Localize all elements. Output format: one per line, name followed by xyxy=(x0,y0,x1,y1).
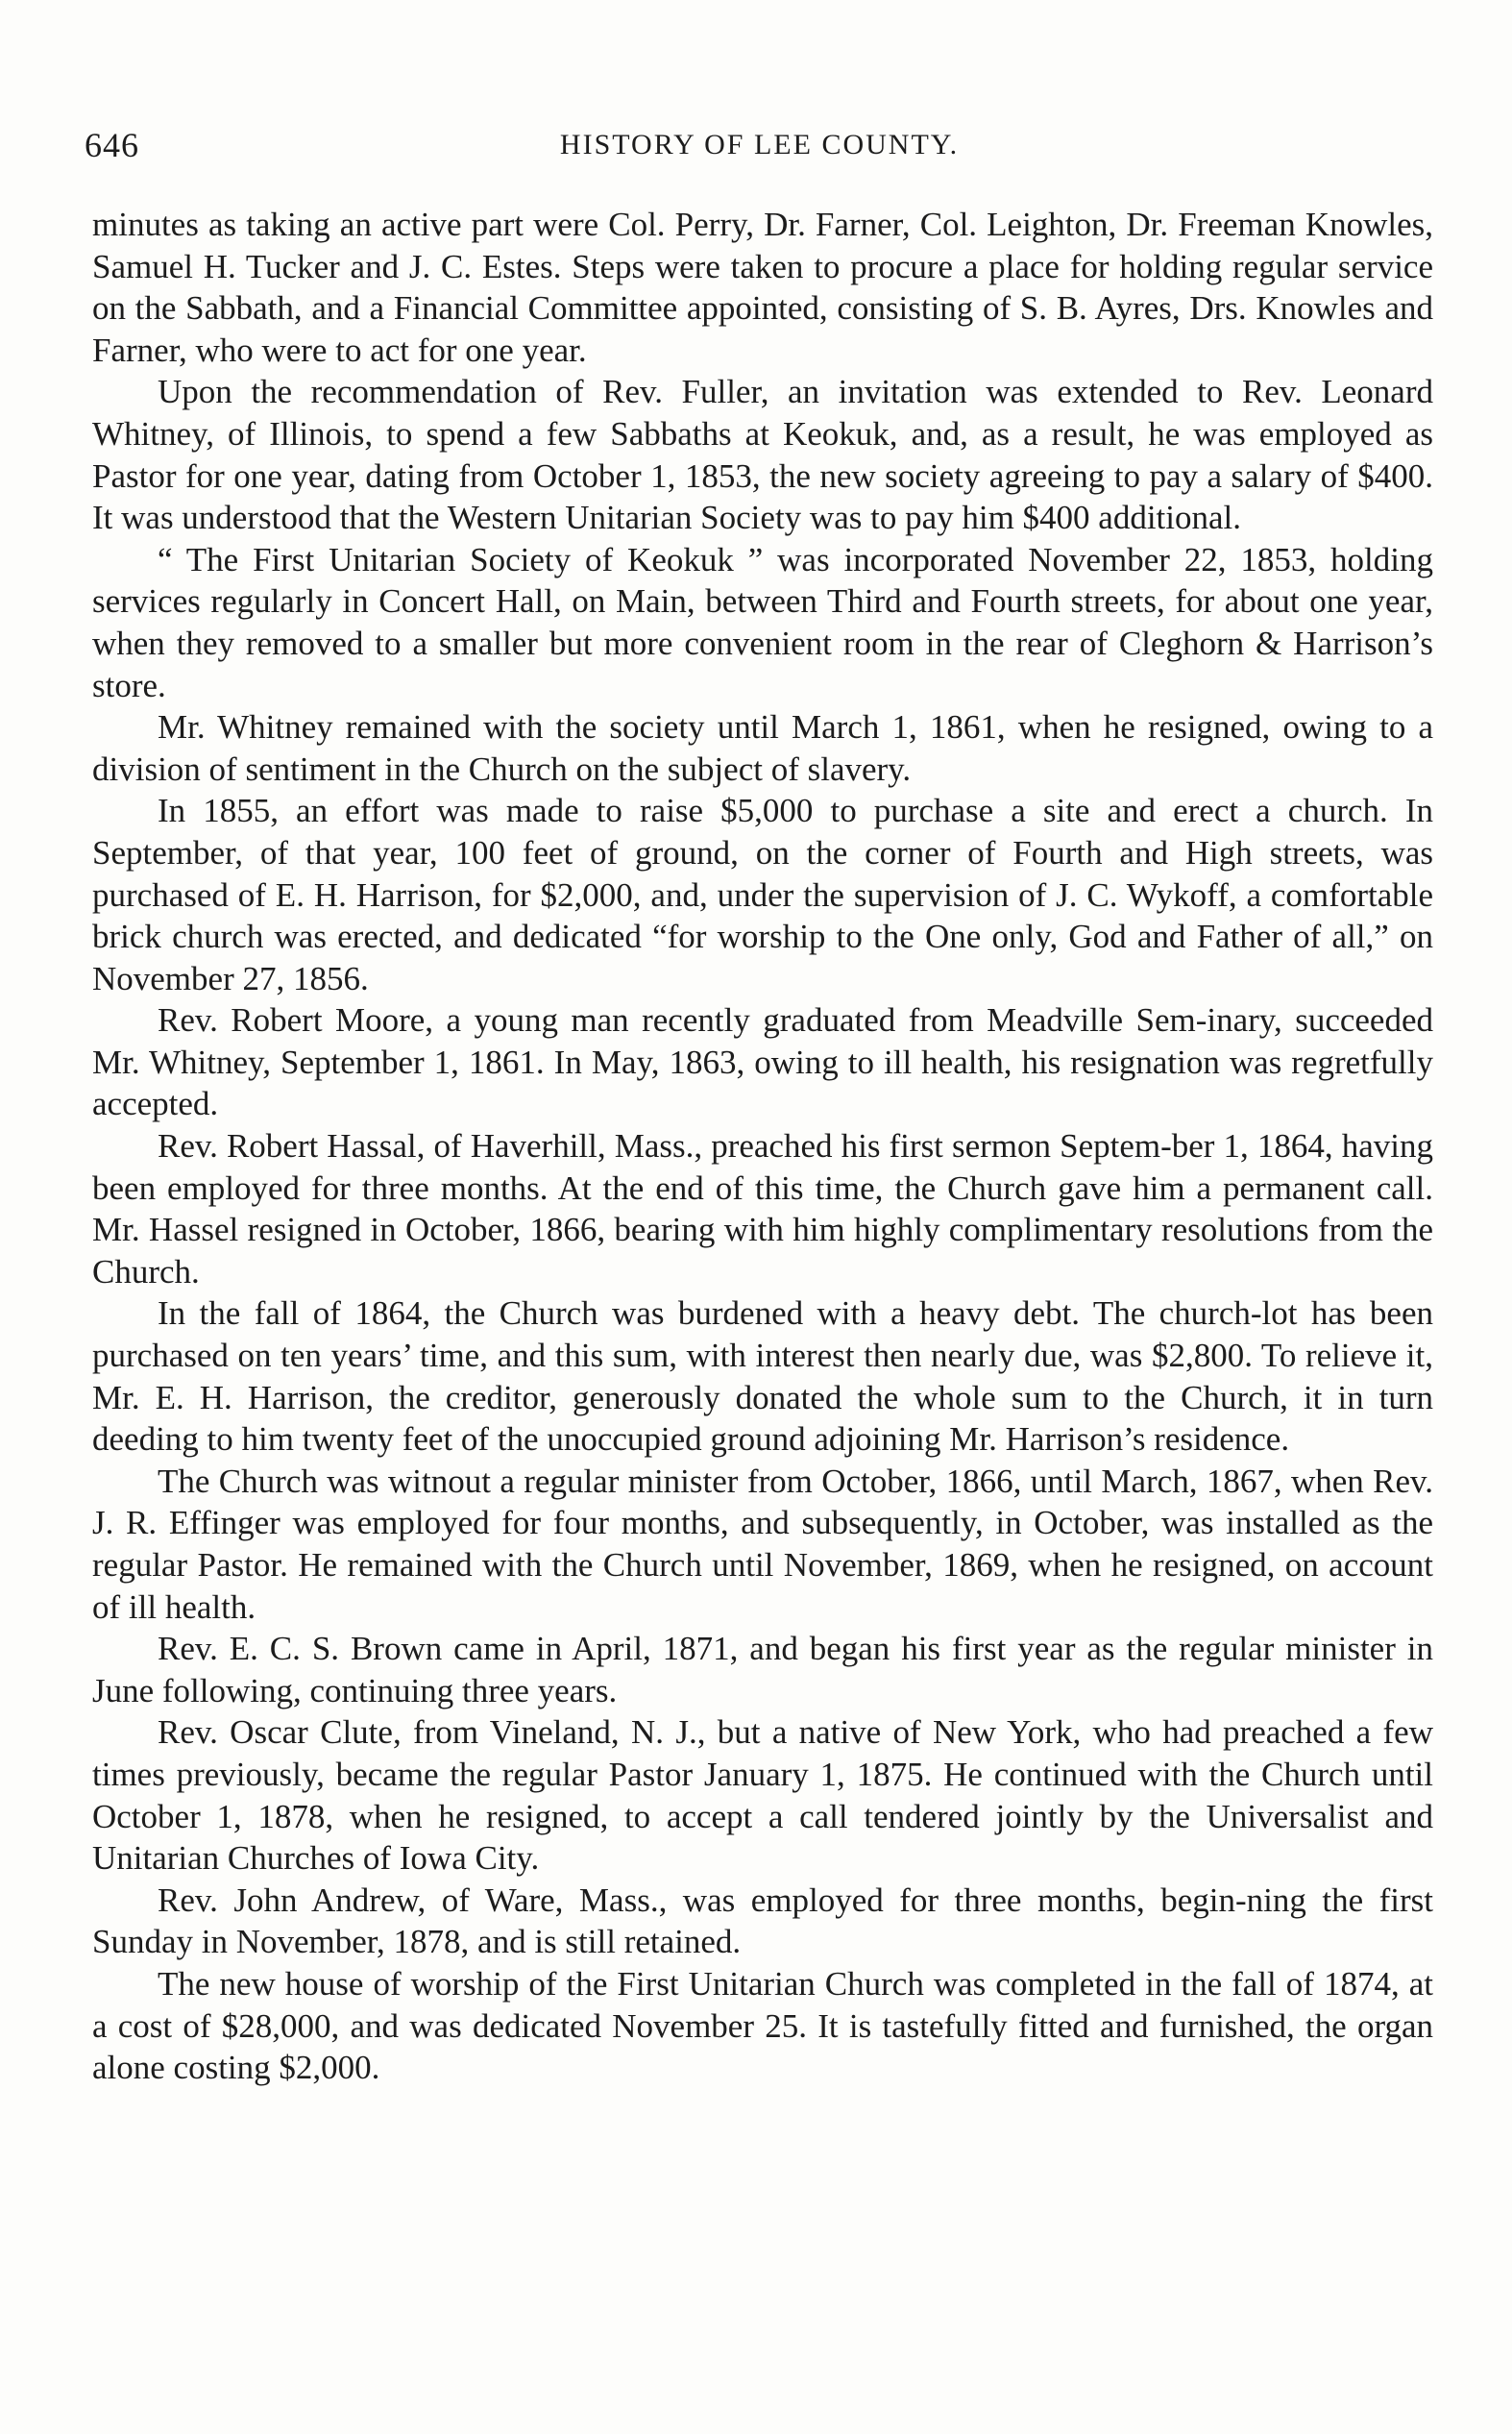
running-head xyxy=(85,125,1434,167)
paragraph-hassal: Rev. Robert Hassal, of Haverhill, Mass., preached his first sermon Septem-ber 1, 1864, having been employed for three months. At the end of this time, the Church gave him a permanent call. Mr. Hassel resigned in October, 1866, bearing with him highly complimentary resolutions from the Church. xyxy=(92,1127,1433,1291)
paragraph-andrew: Rev. John Andrew, of Ware, Mass., was employed for three months, begin-ning the first Sunday in November, 1878, and is still retained. xyxy=(92,1881,1433,1961)
paragraph-effinger: The Church was witnout a regular minister from October, 1866, until March, 1867, when Rev. J. R. Effinger was employed for four months, and subsequently, in October, was installed as the regular Pastor. He remained with the Church until November, 1869, when he resigned, on account of ill health. xyxy=(92,1462,1433,1626)
paragraph-committee: minutes as taking an active part were Col. Perry, Dr. Farner, Col. Leighton, Dr. Freeman Knowles, Samuel H. Tucker and J. C. Estes. Steps were taken to procure a place for holding regular service on the Sabbath, and a Financial Committee appointed, consisting of S. B. Ayres, Drs. Knowles and Farner, who were to act for one year. xyxy=(92,206,1433,369)
paragraph-whitney-resignation: Mr. Whitney remained with the society until March 1, 1861, when he resigned, owing to a division of sentiment in the Church on the subject of slavery. xyxy=(92,708,1433,788)
page-number: 646 xyxy=(85,126,139,164)
paragraph-clute: Rev. Oscar Clute, from Vineland, N. J., but a native of New York, who had preached a few times previously, became the regular Pastor January 1, 1875. He continued with the Church until October 1, 1878, when he resigned, to accept a call tendered jointly by the Universalist and Unitarian Churches of Iowa City. xyxy=(92,1713,1433,1878)
paragraph-brown: Rev. E. C. S. Brown came in April, 1871, and began his first year as the regular minister in June following, continuing three years. xyxy=(92,1630,1433,1709)
paragraph-incorporation: “ The First Unitarian Society of Keokuk ” was incorporated November 22, 1853, holding services regularly in Concert Hall, on Main, between Third and Fourth streets, for about one year, when they removed to a smaller but more convenient room in the rear of Cleghorn & Harrison’s store. xyxy=(92,540,1433,704)
paragraph-whitney-invitation: Upon the recommendation of Rev. Fuller, an invitation was extended to Rev. Leonard Whitney, of Illinois, to spend a few Sabbaths at Keokuk, and, as a result, he was employed as Pastor for one year, dating from October 1, 1853, the new society agreeing to pay a salary of $400. It was understood that the Western Unitarian Society was to pay him $400 additional. xyxy=(92,373,1433,537)
paragraph-moore: Rev. Robert Moore, a young man recently graduated from Meadville Sem-inary, succeeded Mr. Whitney, September 1, 1861. In May, 1863, owing to ill health, his resignation was regretfully accepted. xyxy=(92,1001,1433,1123)
paragraph-debt: In the fall of 1864, the Church was burdened with a heavy debt. The church-lot has been purchased on ten years’ time, and this sum, with interest then nearly due, was $2,800. To relieve it, Mr. E. H. Harrison, the creditor, generously donated the whole sum to the Church, it in turn deeding to him twenty feet of the unoccupied ground adjoining Mr. Harrison’s residence. xyxy=(92,1294,1433,1459)
body-text xyxy=(92,204,1433,2089)
paragraph-new-house: The new house of worship of the First Unitarian Church was completed in the fall of 1874, at a cost of $28,000, and was dedicated November 25. It is tastefully fitted and furnished, the organ alone costing $2,000. xyxy=(92,1964,1433,2087)
paragraph-church-building: In 1855, an effort was made to raise $5,000 to purchase a site and erect a church. In September, of that year, 100 feet of ground, on the corner of Fourth and High streets, was purchased of E. H. Harrison, for $2,000, and, under the supervision of J. C. Wykoff, a comfortable brick church was erected, and dedicated “for worship to the One only, God and Father of all,” on November 27, 1856. xyxy=(92,792,1433,997)
running-title: HISTORY OF LEE COUNTY. xyxy=(559,129,960,160)
